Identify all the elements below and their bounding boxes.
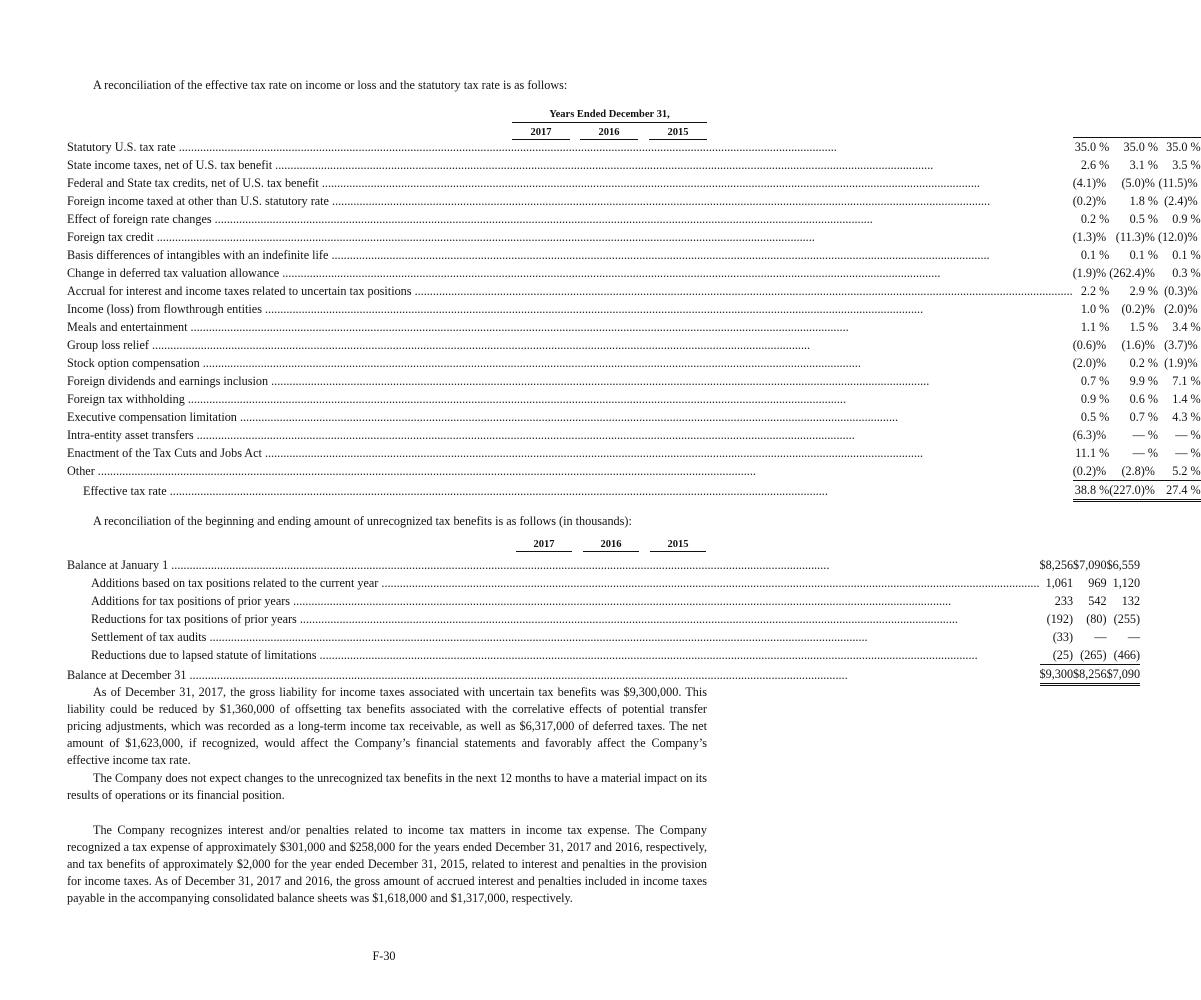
amount-value: 7,090: [1079, 558, 1107, 572]
row-label: Accrual for interest and income taxes related to uncertain tax positions .....: [67, 282, 1073, 300]
rate-percent-sign: %: [1144, 176, 1155, 190]
amount-value: 542: [1088, 594, 1107, 608]
rate-percent-sign: %: [1096, 392, 1110, 406]
rate-percent-sign: %: [1144, 302, 1155, 316]
rate-percent-sign: %: [1187, 248, 1201, 262]
rate-value: (1.3): [1072, 230, 1097, 244]
row-label: Balance at January 1 .....: [67, 556, 1040, 574]
amount-value: (25): [1052, 648, 1074, 662]
rate-value: 2.2: [1080, 284, 1097, 298]
rate-percent-sign: %: [1096, 176, 1107, 190]
rate-value: (262.4): [1109, 266, 1145, 280]
rate-row: [67, 354, 1201, 372]
rate-value: 3.4: [1172, 320, 1188, 334]
tax-rate-reconciliation-table: [67, 137, 1201, 502]
rate-value: (0.2): [1072, 464, 1097, 478]
rate-row: [67, 408, 1201, 426]
rate-row: [67, 246, 1201, 264]
rate-percent-sign: %: [1144, 464, 1155, 478]
rate-percent-sign: %: [1187, 338, 1198, 352]
year-col-2016: 2016: [580, 127, 638, 140]
rate-row: [67, 462, 1201, 481]
rate-value: 9.9: [1129, 374, 1145, 388]
rate-percent-sign: %: [1144, 374, 1158, 388]
rate-value: 0.2: [1080, 212, 1097, 226]
rate-value: (2.8): [1121, 464, 1145, 478]
dollar-sign: $: [1107, 665, 1113, 685]
page-number: F-30: [372, 949, 396, 963]
row-label: Foreign income taxed at other than U.S. statutory rate .....: [67, 192, 1073, 210]
rate-percent-sign: %: [1144, 248, 1158, 262]
amount-value: 8,256: [1045, 558, 1074, 572]
rate-value: 0.9: [1080, 392, 1097, 406]
row-label: Effect of foreign rate changes .....: [67, 210, 1073, 228]
rate-percent-sign: %: [1187, 446, 1201, 460]
rate-value: (2.0): [1072, 356, 1097, 370]
rate-percent-sign: %: [1187, 356, 1198, 370]
rate-value: 0.3: [1172, 266, 1188, 280]
rate-value: 7.1: [1172, 374, 1188, 388]
rate-percent-sign: %: [1144, 392, 1158, 406]
rate-value: —: [1175, 446, 1188, 460]
rate-percent-sign: %: [1144, 338, 1155, 352]
row-label: Foreign dividends and earnings inclusion .....: [67, 372, 1073, 390]
rate-percent-sign: %: [1096, 212, 1110, 226]
rate-value: 11.1: [1075, 446, 1097, 460]
rate-row: [67, 156, 1201, 174]
rate-row: [67, 390, 1201, 408]
year-col-2015: 2015: [649, 127, 707, 140]
row-label: Balance at December 31 .....: [67, 665, 1040, 685]
rate-value: 1.1: [1080, 320, 1097, 334]
rate-value: —: [1132, 446, 1145, 460]
rate-percent-sign: %: [1096, 158, 1110, 172]
rate-row: [67, 300, 1201, 318]
row-label: Executive compensation limitation .....: [67, 408, 1073, 426]
rate-percent-sign: %: [1096, 410, 1110, 424]
rate-percent-sign: %: [1187, 320, 1201, 334]
rate-percent-sign: %: [1096, 320, 1110, 334]
paragraph-interest-penalties: The Company recognizes interest and/or penalties related to income tax matters in income tax expense. The Company recognized a tax expense of approximately $301,000 and $258,000 for the years ended December 31, 2017 and 2016, respectively, and tax benefits of approximately $2,000 for the year ended December 31, 2015, related to interest and penalties in the provision for income taxes. As of December 31, 2017 and 2016, the gross amount of accrued interest and penalties included in income taxes payable in the accompanying consolidated balance sheets was $1,618,000 and $1,317,000, respectively.: [67, 823, 707, 905]
rate-row: [67, 210, 1201, 228]
row-label: Federal and State tax credits, net of U.S. tax benefit .....: [67, 174, 1073, 192]
amount-value: 1,120: [1112, 576, 1141, 590]
amount-value: (192): [1046, 612, 1074, 626]
rate-reconciliation-intro: A reconciliation of the effective tax rate on income or loss and the statutory tax rate is as follows:: [93, 78, 568, 92]
row-label: Meals and entertainment .....: [67, 318, 1073, 336]
ub-row: [67, 610, 1140, 628]
rate-value: 1.5: [1129, 320, 1145, 334]
unrecognized-tax-benefits-table: [67, 556, 1140, 686]
rate-value: (12.0): [1158, 230, 1188, 244]
rate-value: (0.3): [1164, 284, 1188, 298]
dollar-sign: $: [1039, 558, 1046, 572]
rate-percent-sign: %: [1096, 374, 1110, 388]
rate-percent-sign: %: [1096, 248, 1110, 262]
row-label: Additions for tax positions of prior years .....: [67, 592, 1040, 610]
row-label: Settlement of tax audits .....: [67, 628, 1040, 646]
rate-value: (6.3): [1072, 428, 1097, 442]
rate-row: [67, 282, 1201, 300]
rate-value: 0.1: [1172, 248, 1188, 262]
rate-percent-sign: %: [1187, 158, 1201, 172]
rate-value: (1.9): [1072, 266, 1097, 280]
row-label: Basis differences of intangibles with an indefinite life .....: [67, 246, 1073, 264]
rate-percent-sign: %: [1144, 284, 1158, 298]
rate-percent-sign: %: [1187, 464, 1201, 478]
rate-value: (5.0): [1121, 176, 1145, 190]
rate-percent-sign: %: [1187, 230, 1198, 244]
rate-value: 0.7: [1129, 410, 1145, 424]
rate-row: [67, 318, 1201, 336]
rate-percent-sign: %: [1096, 138, 1109, 157]
rate-value: (1.9): [1164, 356, 1188, 370]
rate-percent-sign: %: [1144, 446, 1158, 460]
row-label: Stock option compensation .....: [67, 354, 1073, 372]
ub-row: [67, 628, 1140, 646]
rate-value: 0.6: [1129, 392, 1145, 406]
rate-percent-sign: %: [1187, 392, 1201, 406]
rate-percent-sign: %: [1096, 356, 1107, 370]
amount-value: (33): [1052, 630, 1074, 644]
rate-percent-sign: %: [1145, 138, 1158, 157]
rate-percent-sign: %: [1187, 410, 1201, 424]
row-label: Statutory U.S. tax rate .....: [67, 138, 1073, 157]
row-label: Income (loss) from flowthrough entities .....: [67, 300, 1073, 318]
rate-value: 35.0: [1073, 138, 1096, 157]
rate-percent-sign: %: [1145, 481, 1158, 501]
rate-percent-sign: %: [1096, 446, 1110, 460]
rate-percent-sign: %: [1096, 194, 1107, 208]
rate-value: 1.0: [1080, 302, 1097, 316]
amount-value: (80): [1086, 612, 1107, 626]
amount-value: —: [1094, 630, 1107, 644]
rate-percent-sign: %: [1096, 428, 1107, 442]
row-label: Group loss relief .....: [67, 336, 1073, 354]
amount-value: 6,559: [1112, 558, 1141, 572]
rate-value: —: [1132, 428, 1145, 442]
rate-value: 0.5: [1129, 212, 1145, 226]
amount-value: (255): [1113, 612, 1141, 626]
amount-value: 1,061: [1045, 576, 1074, 590]
rate-percent-sign: %: [1187, 302, 1198, 316]
rate-value: 4.3: [1172, 410, 1188, 424]
rate-value: (2.0): [1164, 302, 1188, 316]
rate-percent-sign: %: [1096, 266, 1107, 280]
years-ended-header: Years Ended December 31,: [512, 109, 707, 123]
rate-row: [67, 192, 1201, 210]
amount-value: 969: [1088, 576, 1107, 590]
rate-row: [67, 174, 1201, 192]
dollar-sign: $: [1106, 558, 1113, 572]
rate-value: 35.0: [1109, 138, 1145, 157]
rate-value: (0.6): [1072, 338, 1097, 352]
rate-row: [67, 264, 1201, 282]
rate-percent-sign: %: [1187, 266, 1201, 280]
rate-percent-sign: %: [1144, 194, 1158, 208]
rate-row: [67, 444, 1201, 462]
row-label: Other .....: [67, 462, 1073, 481]
dollar-sign: $: [1040, 665, 1046, 685]
row-label: Effective tax rate .....: [67, 481, 1073, 501]
rate-value: 2.9: [1129, 284, 1145, 298]
amount-value: 7,090: [1113, 665, 1140, 685]
rate-percent-sign: %: [1144, 356, 1158, 370]
rate-percent-sign: %: [1096, 284, 1110, 298]
rate-value: (2.4): [1164, 194, 1188, 208]
rate-percent-sign: %: [1096, 464, 1107, 478]
rate-value: (227.0): [1109, 481, 1145, 501]
rate-value: 5.2: [1172, 464, 1188, 478]
paragraph-no-expected-changes: The Company does not expect changes to the unrecognized tax benefits in the next 12 months to have a material impact on its results of operations or its financial position.: [67, 771, 707, 802]
rate-percent-sign: %: [1096, 481, 1109, 501]
rate-value: 0.7: [1080, 374, 1097, 388]
rate-row: [67, 336, 1201, 354]
rate-value: (3.7): [1164, 338, 1188, 352]
rate-row: [67, 138, 1201, 157]
rate-percent-sign: %: [1144, 230, 1155, 244]
rate-percent-sign: %: [1144, 158, 1158, 172]
amount-value: 8,256: [1079, 665, 1106, 685]
ub-row: [67, 556, 1140, 574]
rate-percent-sign: %: [1187, 374, 1201, 388]
row-label: Enactment of the Tax Cuts and Jobs Act .....: [67, 444, 1073, 462]
rate-percent-sign: %: [1096, 338, 1107, 352]
ub-year-col-2015: 2015: [650, 539, 706, 552]
rate-percent-sign: %: [1144, 266, 1155, 280]
row-label: Foreign tax credit .....: [67, 228, 1073, 246]
rate-value: 0.1: [1129, 248, 1145, 262]
rate-value: 35.0: [1158, 138, 1187, 157]
row-label: Intra-entity asset transfers .....: [67, 426, 1073, 444]
row-label: Reductions for tax positions of prior years .....: [67, 610, 1040, 628]
dollar-sign: $: [1073, 665, 1079, 685]
rate-value: (11.5): [1158, 176, 1188, 190]
ub-year-col-2017: 2017: [516, 539, 572, 552]
row-label: Change in deferred tax valuation allowance .....: [67, 264, 1073, 282]
rate-percent-sign: %: [1187, 194, 1198, 208]
rate-value: (0.2): [1072, 194, 1097, 208]
rate-value: 3.5: [1172, 158, 1188, 172]
year-col-2017: 2017: [512, 127, 570, 140]
rate-percent-sign: %: [1144, 320, 1158, 334]
amount-value: 132: [1121, 594, 1141, 608]
rate-value: 0.2: [1129, 356, 1145, 370]
rate-row: [67, 426, 1201, 444]
rate-percent-sign: %: [1187, 284, 1198, 298]
rate-value: (4.1): [1072, 176, 1097, 190]
rate-value: (0.2): [1121, 302, 1145, 316]
ub-year-col-2016: 2016: [583, 539, 639, 552]
rate-value: 0.9: [1172, 212, 1188, 226]
rate-percent-sign: %: [1187, 212, 1201, 226]
rate-value: 38.8: [1073, 481, 1096, 501]
rate-percent-sign: %: [1144, 410, 1158, 424]
rate-value: 0.1: [1080, 248, 1097, 262]
rate-value: 0.5: [1080, 410, 1097, 424]
rate-percent-sign: %: [1187, 176, 1198, 190]
row-label: Additions based on tax positions related to the current year .....: [67, 574, 1040, 592]
row-label: Foreign tax withholding .....: [67, 390, 1073, 408]
row-label: Reductions due to lapsed statute of limitations .....: [67, 646, 1040, 665]
rate-value: 27.4: [1158, 481, 1187, 501]
balance-december-row: [67, 665, 1140, 685]
amount-value: 233: [1054, 594, 1074, 608]
rate-row: [67, 228, 1201, 246]
rate-value: 1.4: [1172, 392, 1188, 406]
rate-row: [67, 372, 1201, 390]
paragraph-gross-liability: As of December 31, 2017, the gross liability for income taxes associated with uncertain tax benefits was $9,300,000. This liability could be reduced by $1,360,000 of offsetting tax benefits associated with the correlative effects of potential transfer pricing adjustments, which was recorded as a long-term income tax receivable, as well as $6,317,000 of deferred taxes. The net amount of $1,623,000, if recognized, would affect the Company’s financial statements and favorably affect the Company’s effective income tax rate.: [67, 685, 707, 767]
rate-percent-sign: %: [1187, 138, 1200, 157]
rate-percent-sign: %: [1187, 428, 1201, 442]
rate-value: (11.3): [1115, 230, 1145, 244]
rate-percent-sign: %: [1096, 230, 1107, 244]
row-label: State income taxes, net of U.S. tax benefit .....: [67, 156, 1073, 174]
rate-percent-sign: %: [1187, 481, 1200, 501]
unrecognized-benefits-intro: A reconciliation of the beginning and ending amount of unrecognized tax benefits is as follows (in thousands):: [93, 514, 632, 528]
rate-percent-sign: %: [1096, 302, 1110, 316]
rate-value: (1.6): [1121, 338, 1145, 352]
effective-tax-rate-row: [67, 481, 1201, 501]
rate-value: —: [1175, 428, 1188, 442]
rate-value: 1.8: [1129, 194, 1145, 208]
ub-row: [67, 592, 1140, 610]
rate-percent-sign: %: [1144, 428, 1158, 442]
rate-value: 3.1: [1129, 158, 1145, 172]
amount-value: (466): [1113, 648, 1141, 662]
rate-value: 2.6: [1080, 158, 1097, 172]
amount-value: (265): [1080, 648, 1107, 662]
dollar-sign: $: [1073, 558, 1080, 572]
rate-percent-sign: %: [1144, 212, 1158, 226]
amount-value: —: [1127, 630, 1141, 644]
ub-row: [67, 646, 1140, 665]
amount-value: 9,300: [1046, 665, 1073, 685]
ub-row: [67, 574, 1140, 592]
